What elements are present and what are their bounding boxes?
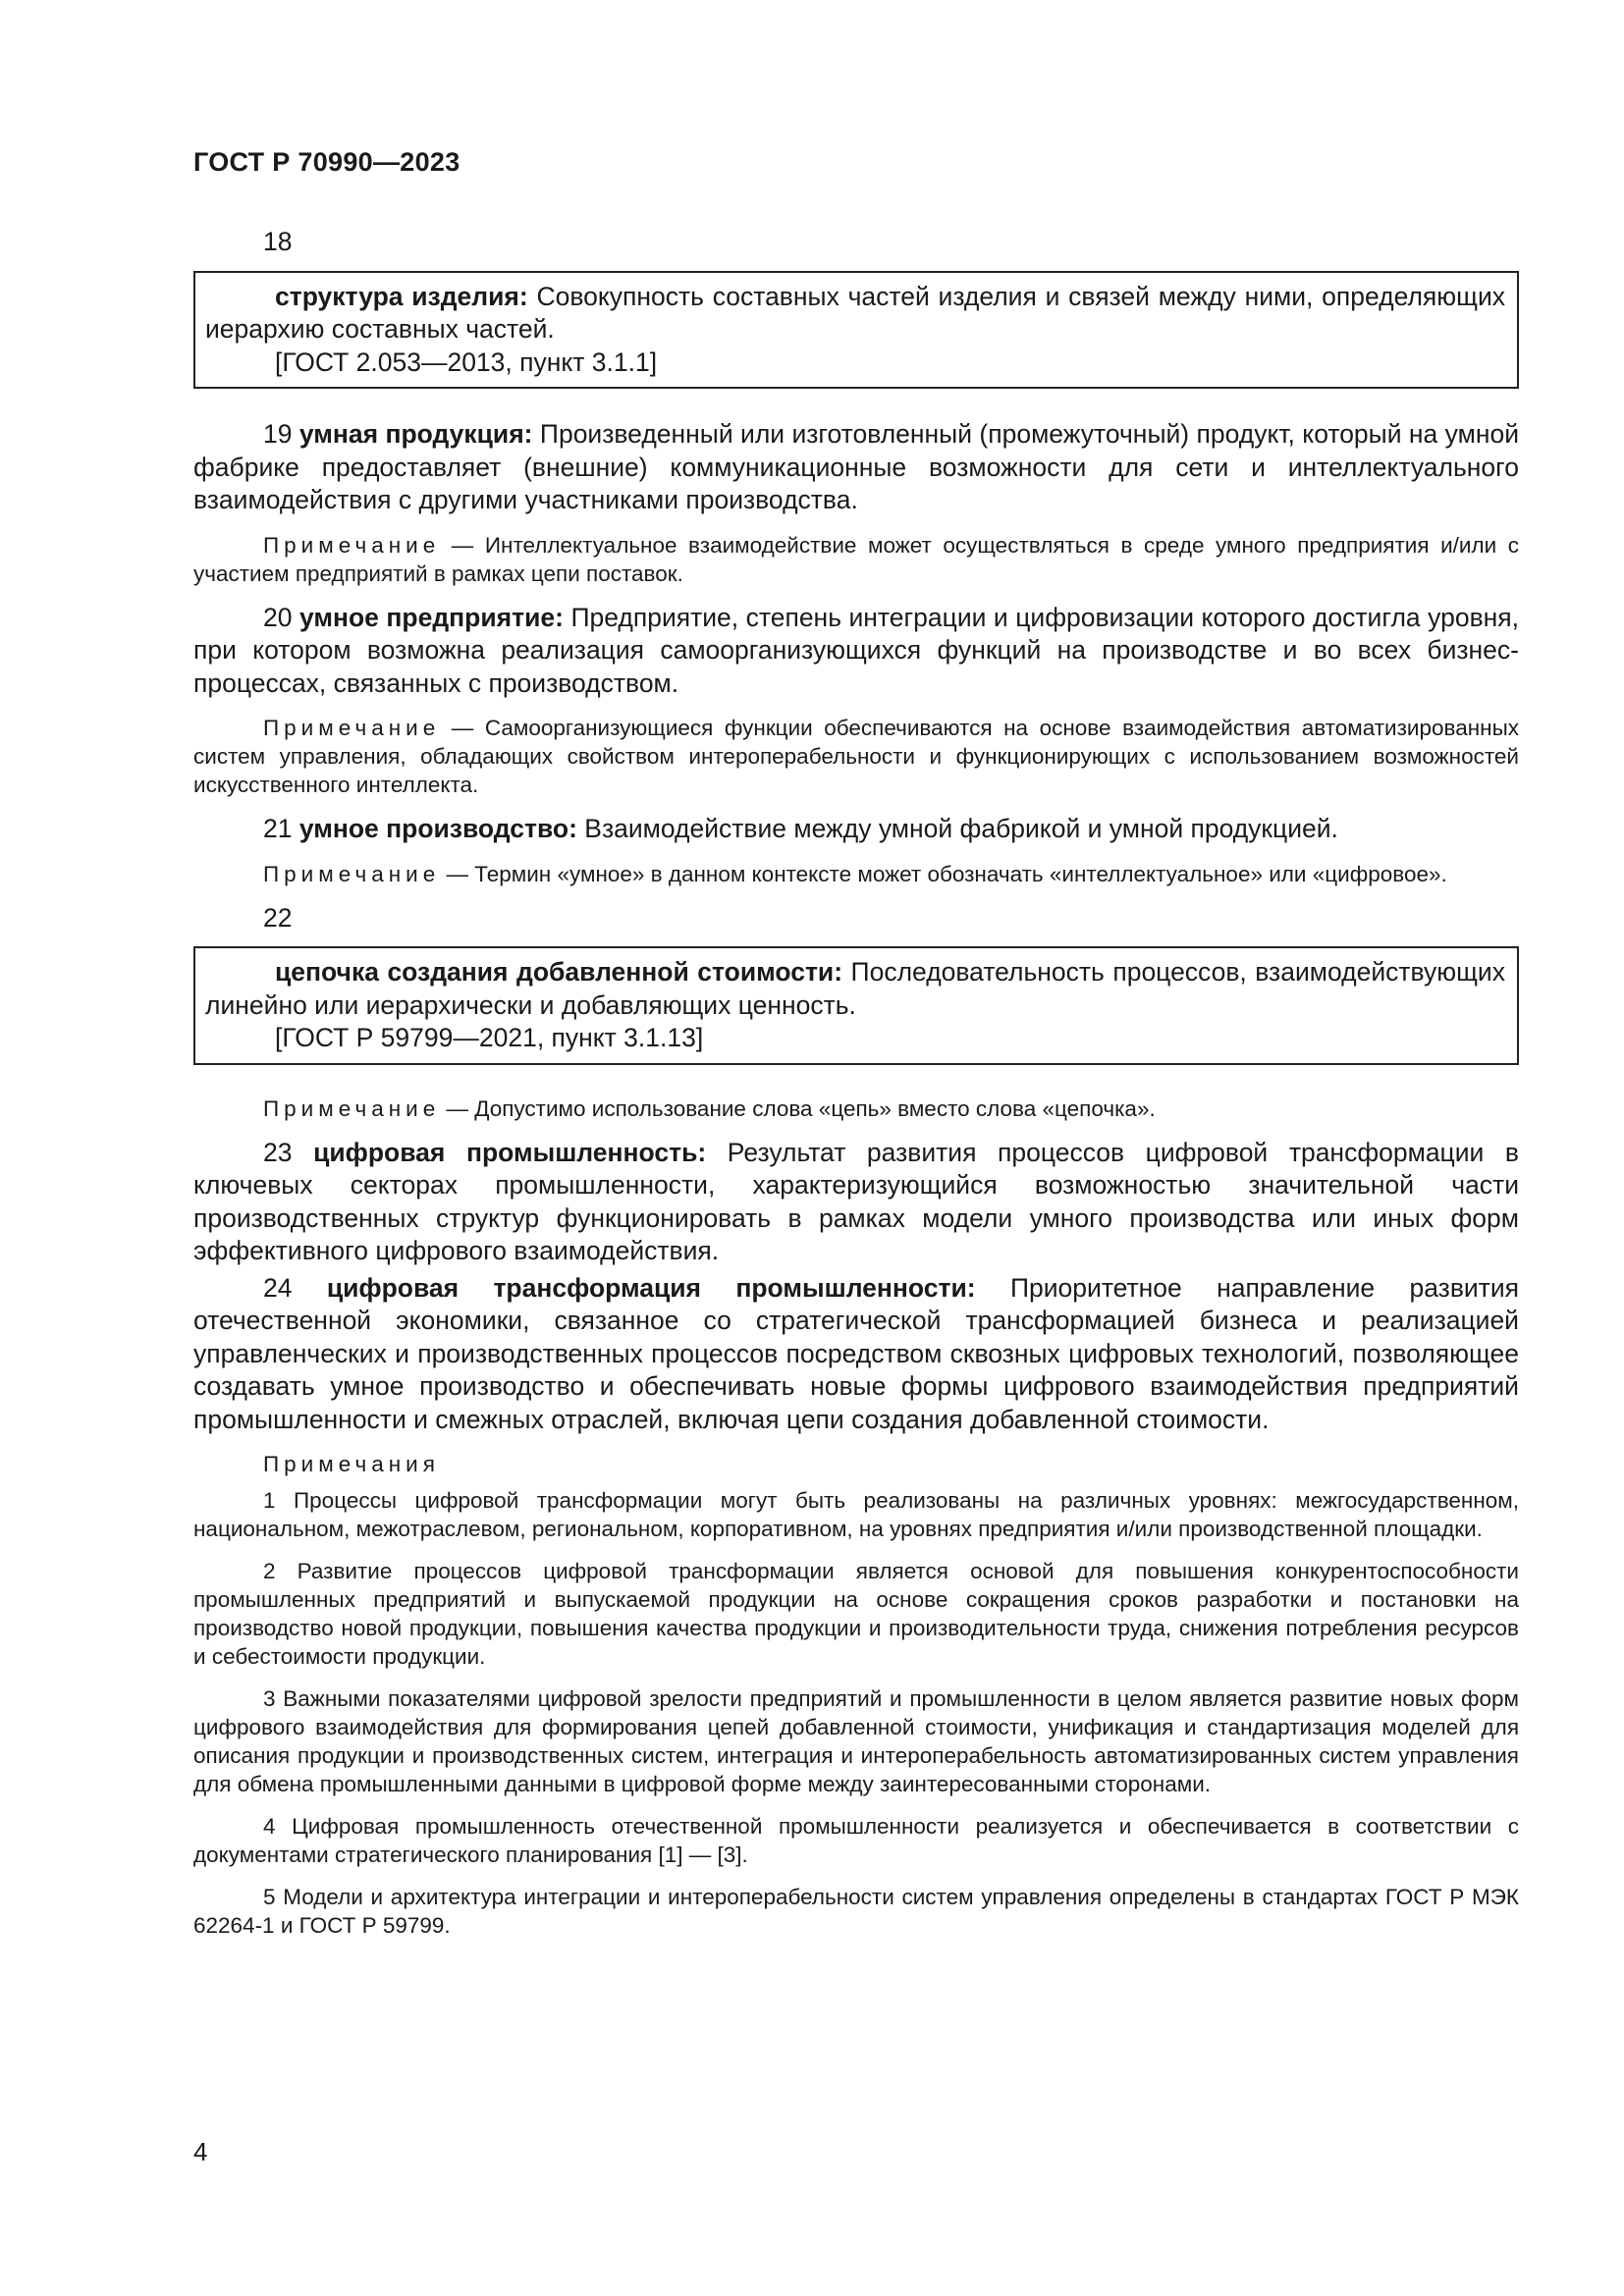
note-item-3: 3 Важными показателями цифровой зрелости предприятий и промышленности в целом является развитие новых форм цифрового взаимодействия для формирования цепей добавленной стоимости, унификация и стандартизация моделей для описания продукции и производственных систем, интеграция и интероперабельность автоматизированных систем управления для обмена промышленными данными в цифровой форме между заинтересованными сторонами. <box>193 1686 1519 1796</box>
note-label: Примечание <box>263 532 441 558</box>
note-item-1: 1 Процессы цифровой трансформации могут быть реализованы на различных уровнях: межгосударственном, национальном, межотраслевом, региональном, корпоративном, на уровнях предприятия и/или производственной площадки. <box>193 1488 1519 1541</box>
term-name: цепочка создания добавленной стоимости: <box>275 957 843 987</box>
term-text: Предприятие, степень интеграции и цифровизации которого достигла уровня, при котором возможна реализация самоорганизующихся функций на производстве и во всех бизнес-процессах, связанных с производством. <box>193 602 1520 698</box>
note-item-5: 5 Модели и архитектура интеграции и интероперабельности систем управления определены в стандартах ГОСТ Р МЭК 62264-1 и ГОСТ Р 59799. <box>193 1885 1519 1938</box>
term-name: цифровая трансформация промышленности: <box>326 1272 976 1303</box>
term-name: умное производство: <box>298 814 577 843</box>
page-number: 4 <box>193 2137 208 2166</box>
note-label: Примечание <box>263 1095 441 1121</box>
term-definition-22 <box>205 956 1505 1022</box>
term-definition-23 <box>193 1137 1519 1268</box>
term-number: 19 <box>263 419 299 449</box>
term-box-22 <box>193 946 1519 1065</box>
note-item-2: 2 Развитие процессов цифровой трансформации является основой для повышения конкурентоспособности промышленных предприятий и выпускаемой продукции на основе сокращения сроков разработки и постановки на производство новой продукции, повышения качества продукции и производительности труда, снижения потребления ресурсов и себестоимости продукции. <box>193 1559 1519 1669</box>
document-header: ГОСТ Р 70990—2023 <box>193 147 460 177</box>
term-reference-18: [ГОСТ 2.053—2013, пункт 3.1.1] <box>275 347 658 377</box>
term-name: умное предприятие: <box>298 602 564 632</box>
term-definition-21 <box>193 813 1519 846</box>
term-definition-18 <box>205 281 1505 347</box>
note-text: — Допустимо использование слова «цепь» вместо слова «цепочка». <box>440 1095 1156 1121</box>
term-name: структура изделия: <box>275 281 528 311</box>
term-number-22: 22 <box>263 902 293 933</box>
term-number: 24 <box>263 1272 327 1303</box>
term-number-18: 18 <box>263 227 293 256</box>
term-text: Последовательность процессов, взаимодействующих линейно или иерархически и добавляющих ценность. <box>205 957 1505 1020</box>
term-note-20 <box>193 714 1519 799</box>
term-text: Приоритетное направление развития отечественной экономики, связанное со стратегической трансформацией бизнеса и реализацией управленческих и производственных процессов посредством сквозных цифровых технологий, позволяющее создавать умное производство и обеспечивать новые формы цифрового взаимодействия предприятий промышленности и смежных отраслей, включая цепи создания добавленной стоимости. <box>193 1272 1519 1434</box>
note-text: — Самоорганизующиеся функции обеспечиваются на основе взаимодействия автоматизированных систем управления, обладающих свойством интероперабельности и функционирующих с использованием возможностей искусственного интеллекта. <box>193 716 1519 797</box>
notes-heading-24 <box>193 1450 1519 1478</box>
term-text: Результат развития процессов цифровой трансформации в ключевых секторах промышленности, характеризующийся возможностью значительной части производственных структур функционировать в рамках модели умного производства или иных форм эффективного цифрового взаимодействия. <box>193 1137 1520 1265</box>
document-body <box>193 226 1519 1953</box>
notes-label: Примечания <box>263 1452 440 1476</box>
term-definition-19 <box>193 418 1519 517</box>
term-text: Взаимодействие между умной фабрикой и умной продукцией. <box>576 814 1338 843</box>
term-note-19 <box>193 531 1519 588</box>
note-item-4: 4 Цифровая промышленность отечественной промышленности реализуется и обеспечивается в соответствии с документами стратегического планирования [1] — [3]. <box>193 1814 1519 1867</box>
term-note-22 <box>193 1095 1519 1123</box>
term-name: цифровая промышленность: <box>313 1137 707 1167</box>
note-label: Примечание <box>263 716 441 740</box>
term-name: умная продукция: <box>298 419 533 449</box>
term-box-18 <box>193 271 1519 390</box>
term-text: Произведенный или изготовленный (промежуточный) продукт, который на умной фабрике предоставляет (внешние) коммуникационные возможности для сети и интеллектуального взаимодействия с другими участниками производства. <box>193 419 1520 514</box>
note-text: — Термин «умное» в данном контексте может обозначать «интеллектуальное» или «цифровое». <box>440 861 1447 886</box>
term-number: 20 <box>263 602 299 632</box>
note-text: — Интеллектуальное взаимодействие может осуществляться в среде умного предприятия и/или с участием предприятий в рамках цепи поставок. <box>193 532 1519 586</box>
note-label: Примечание <box>263 861 441 886</box>
term-note-21 <box>193 860 1519 888</box>
term-number: 23 <box>263 1137 314 1167</box>
term-definition-24 <box>193 1272 1519 1437</box>
term-reference-22: [ГОСТ Р 59799—2021, пункт 3.1.13] <box>275 1023 704 1052</box>
term-number: 21 <box>263 814 299 843</box>
term-text: Совокупность составных частей изделия и связей между ними, определяющих иерархию составных частей. <box>205 281 1505 344</box>
term-definition-20 <box>193 602 1519 701</box>
